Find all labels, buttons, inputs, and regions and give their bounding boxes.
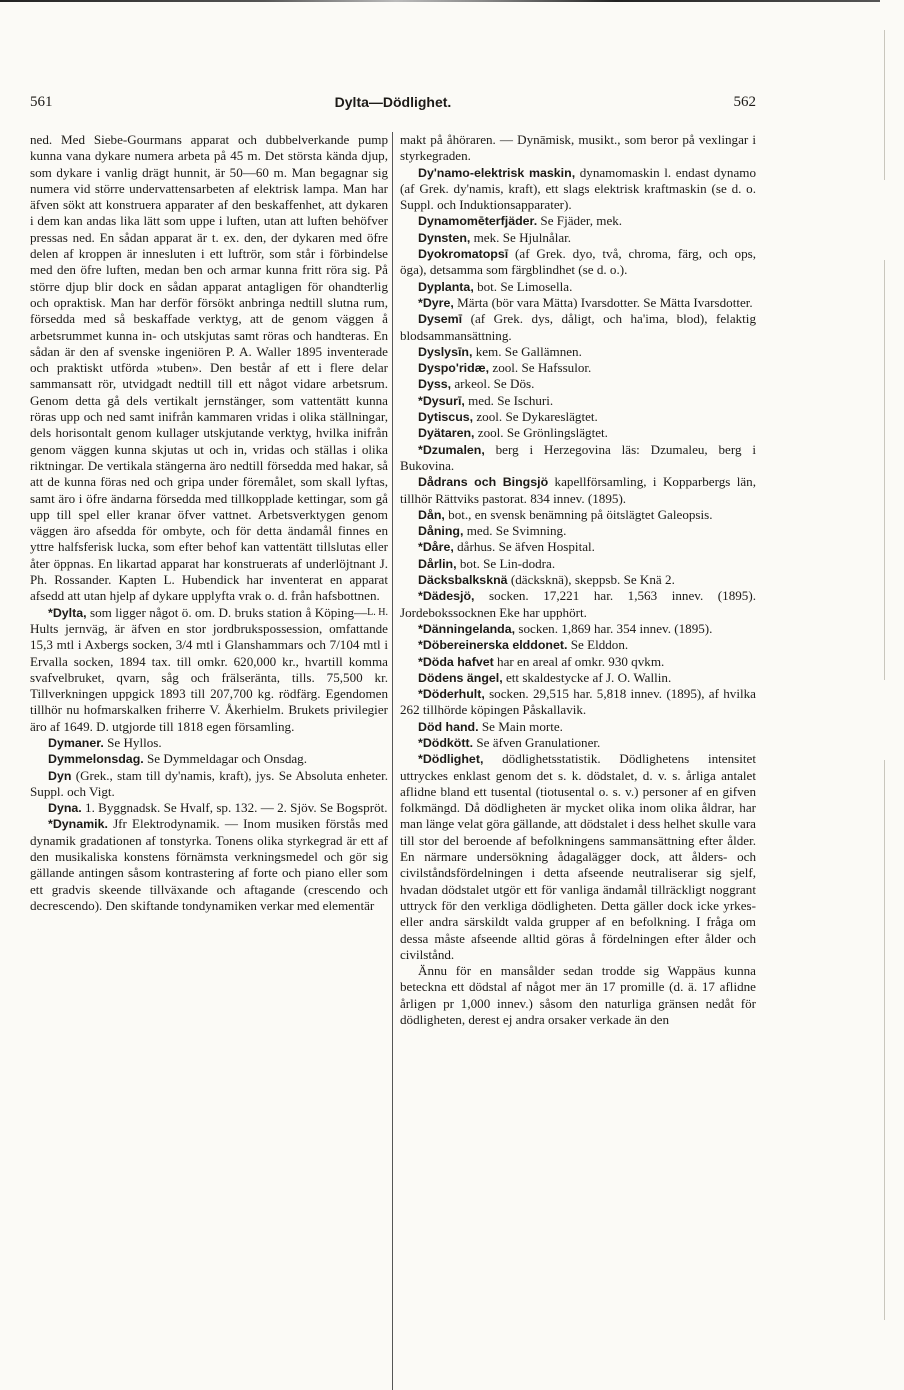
entry-dynamik: *Dynamik. Jfr Elektrodynamik. — Inom musiken förstås med dynamik gradationen af tonstyrka. Tonens olika styrkegrad är ett af den musikaliska konstens förnämsta verkningsmedel och gör sig gällande antingen såsom kontrastering af forte och piano eller som ett gradvis skeende tillväxande och aftagande (crescendo och decrescendo). Den skiftande tondynamiken verkar med elementär bbox=[30, 816, 388, 913]
entry-dodkott: *Dödkött. Se äfven Granulationer. bbox=[418, 734, 601, 750]
entry-dysporidae: Dyspo'ridæ, zool. Se Hafssulor. bbox=[418, 360, 592, 376]
entry-daning: Dåning, med. Se Svimning. bbox=[418, 523, 567, 539]
page-number-right: 562 bbox=[733, 94, 756, 110]
entry-dyataren: Dyätaren, zool. Se Grönlingslägtet. bbox=[418, 425, 608, 441]
headword: Dyätaren, bbox=[418, 426, 475, 441]
headword: *Dåre, bbox=[418, 540, 454, 555]
headword: Dy'namo-elektrisk maskin, bbox=[418, 165, 576, 180]
headword: Dynsten, bbox=[418, 230, 471, 245]
entry-dyn: Dyn (Grek., stam till dy'namis, kraft), jys. Se Absoluta enheter. Suppl. och Vigt. bbox=[30, 767, 389, 799]
headword: Dyslysīn, bbox=[418, 344, 473, 359]
headword: *Döderhult, bbox=[418, 687, 485, 702]
headword: Dysemī bbox=[418, 312, 463, 327]
edge-mark bbox=[884, 260, 885, 680]
entry-dymmelonsdag: Dymmelonsdag. Se Dymmeldagar och Onsdag. bbox=[48, 751, 307, 767]
headword: *Dödkött. bbox=[418, 735, 474, 750]
top-scan-rule bbox=[0, 0, 880, 2]
running-title: Dylta—Dödlighet. bbox=[334, 94, 452, 110]
article-text: Ännu för en mansålder sedan trodde sig Wappäus kunna beteckna ett dödstal af något mer än 17 promille (d. ä. 17 aflidne årligen pr 1,000 innev.) såsom den naturliga gränsen nedåt för dödligheten, derest ej andra orsaker verkade än den bbox=[400, 963, 756, 1028]
right-column bbox=[400, 132, 756, 1028]
headword: Dyss, bbox=[418, 377, 452, 392]
headword: *Dysurī, bbox=[418, 393, 465, 408]
entry-dymaner: Dymaner. Se Hyllos. bbox=[48, 734, 162, 750]
headword: Dådrans och Bingsjö bbox=[418, 475, 549, 490]
headword: Dyplanta, bbox=[418, 279, 474, 294]
entry-dacksbalkskna: Däcksbalksknä (däcksknä), skeppsb. Se Knä 2. bbox=[418, 572, 675, 588]
headword: *Dzumalen, bbox=[418, 442, 485, 457]
entry-doderhult: *Döderhult, socken. 29,515 har. 5,818 innev. (1895), af hvilka 262 tillhörde köpingen Påskallavik. bbox=[400, 686, 756, 718]
headword: *Dyre, bbox=[418, 295, 454, 310]
entry-dzumalen: *Dzumalen, berg i Herzegovina läs: Dzumaleu, berg i Bukovina. bbox=[400, 441, 756, 473]
entry-dysemi: Dysemī (af Grek. dys, dåligt, och ha'ima, blod), felaktig blodsammansättning. bbox=[400, 311, 756, 343]
entry-dynamo-elektrisk-maskin: Dy'namo-elektrisk maskin, dynamomaskin l. endast dynamo (af Grek. dy'namis, kraft), ett slags elektrisk kraftmaskin (se d. o. Suppl. och Induktionsapparater). bbox=[400, 164, 756, 213]
entry-dysuri: *Dysurī, med. Se Ischuri. bbox=[418, 392, 554, 408]
entry-dod-hand: Död hand. Se Main morte. bbox=[418, 718, 563, 734]
headword: Dymmelonsdag. bbox=[48, 752, 144, 767]
entry-dynamometerfjader: Dynamomēterfjäder. Se Fjäder, mek. bbox=[418, 213, 623, 229]
headword: Dynamomēterfjäder. bbox=[418, 214, 538, 229]
entry-dyss: Dyss, arkeol. Se Dös. bbox=[418, 376, 535, 392]
headword: Dyna. bbox=[48, 801, 82, 816]
headword: *Döda hafvet bbox=[418, 654, 494, 669]
headword: Dåning, bbox=[418, 524, 464, 539]
entry-dyplanta: Dyplanta, bot. Se Limosella. bbox=[418, 278, 573, 294]
headword: Däcksbalksknä bbox=[418, 573, 508, 588]
entry-doda-hafvet: *Döda hafvet har en areal af omkr. 930 qvkm. bbox=[418, 653, 665, 669]
headword: Dytiscus, bbox=[418, 410, 474, 425]
entry-darlin: Dårlin, bot. Se Lin-dodra. bbox=[418, 555, 556, 571]
headword: Dyokromatopsī bbox=[418, 247, 509, 262]
entry-dadrans-och-bingsjo: Dådrans och Bingsjö kapellförsamling, i Kopparbergs län, tillhör Rättviks pastorat. 834 innev. (1895). bbox=[400, 474, 756, 506]
entry-danningelanda: *Dänningelanda, socken. 1,869 har. 354 innev. (1895). bbox=[418, 620, 713, 636]
left-column bbox=[30, 132, 388, 914]
edge-mark bbox=[884, 30, 885, 180]
entry-dan: Dån, bot., en svensk benämning på öitslägtet Galeopsis. bbox=[418, 506, 713, 522]
edge-mark bbox=[884, 760, 885, 1320]
headword: Dårlin, bbox=[418, 556, 457, 571]
article-text: makt på åhöraren. — Dynāmisk, musikt., som beror på vexlingar i styrkegraden. bbox=[400, 132, 756, 164]
article-text: ned. Med Siebe-Gourmans apparat och dubbelverkande pump kunna vana dykare numera arbeta på 45 m. Det största kända djup, som dykare i vanlig drägt hunnit, är 50—60 m. Man begagnar sig numera vid större undervattensarbeten af elektrisk lampa. Man har äfven sökt att konstruera apparater af den beskaffenhet, att dykaren i dem kan andas lika lätt som uppe i luften, utan att luften behöfver pressas ned. En sådan apparat är t. ex. den, der dykaren med öfre delen af kroppen är innesluten i ett luftrör, som står i förbindelse med den öfre luften, medan ben och armar kunna fritt röra sig. På större djup blir dock en sådan apparat antagligen för ohandterlig och opraktisk. Man har derför försökt anbringa nedtill slutna rum, försedda med så beskaffade verktyg, att de genom väggen å arbetsrummet kunna in- och utskjutas samt röras och handteras. En sådan är den af svenske ingeniören P. A. Waller 1895 inventerade och praktiskt utförda »tuben». Den består af ett i flere delar sammansatt rör, utvidgadt nedtill till ett något vidare arbetsrum. Genom detta gå dels vertikalt jernstänger, som vattentätt kunna röras upp och ned samt inifrån kammaren vridas i olika ställningar, dels horisontalt genom kullager utskjutande verktyg, hvilka inifrån genom väggen kunna skjutas ut och in, vridas och ställas i olika riktningar. De vertikala stängerna äro nedtill försedda med hakar, så att de kunna föras ned och gripa under föremålet, som skall lyftas, samt äro i öfre ändarna försedda med tillkopplade kettingar, som gå upp till spel eller kranar öfver vattnet. Arbetsverktygen genom väggen äro afsedda för ombyte, och för detta ändamål finnes en yttre halfsferisk lucka, som efter behof kan vattentätt tillslutas eller åter öppnas. En likartad apparat har konstruerats af underlöjtnant J. Ph. Rossander. Kapten L. Hubendick har inventerat en apparat afsedd att utan hjelp af dykare upplyfta vrak o. d. från hafsbottnen. L. H. bbox=[30, 132, 388, 605]
entry-dodlighet: *Dödlighet, dödlighetsstatistik. Dödlighetens intensitet uttryckes enklast genom det s. k. dödstalet, d. v. s. årliga antalet aflidne bland ett tusental (tiotusental o. s. v.) personer af en gifven folkmängd. Då dödligheten är mycket olika inom olika åldrar, har man länge velat göra gällande, att dödstalet i dess helhet skulle vara till stor del beroende af befolkningens sammansättning efter ålder. En närmare undersökning ådagalägger dock, att ålders- och civilståndsfördelningen i detta afseende neutraliserar sig sjelf, hvadan dödstalet utgör ett för vanliga ändamål tillräckligt noggrant uttryck för den verkliga dödligheten. Detta gäller dock icke yrkes- eller andra särskildt valda grupper af en befolkning. I fråga om dessa måste afseende alltid göras å fördelningen efter ålder och civilstånd. bbox=[400, 751, 756, 962]
headword: Dödens ängel, bbox=[418, 670, 503, 685]
entry-dadesjo: *Dädesjö, socken. 17,221 har. 1,563 innev. (1895). Jordebokssocknen Eke har upphört. bbox=[400, 588, 756, 620]
headword: *Dädesjö, bbox=[418, 589, 475, 604]
headword: *Dänningelanda, bbox=[418, 621, 516, 636]
headword: *Dödlighet, bbox=[418, 752, 484, 767]
headword: *Dynamik. bbox=[48, 817, 108, 832]
entry-dylta: *Dylta, som ligger något ö. om. D. bruks station å Köping—Hults jernväg, är äfven en stor jordbrukspossession, omfattande 15,3 mtl i Axbergs socken, 3/4 mtl i Glanshammars och 7/104 mtl i Ervalla socken, 1894 tax. till omkr. 620,000 kr., hvartill komma svafvelbruket, qvarn, såg och frälseränta, tills. 75,500 kr. Tillverkningen uppgick 1893 till 207,700 kg. rödfärg. Egendomen tillhör nu hofmarskalken friherre V. Åkerhielm. Brukets privilegier äro af 1649. D. utgjorde till 1818 egen församling. bbox=[30, 604, 388, 734]
entry-dodens-angel: Dödens ängel, ett skaldestycke af J. O. Wallin. bbox=[418, 669, 672, 685]
headword: *Döbereinerska elddonet. bbox=[418, 638, 568, 653]
headword: *Dylta, bbox=[48, 605, 87, 620]
entry-dobereinerska-elddonet: *Döbereinerska elddonet. Se Elddon. bbox=[418, 637, 629, 653]
author-signature: L. H. bbox=[367, 606, 388, 618]
headword: Dyspo'ridæ, bbox=[418, 361, 490, 376]
headword: Dyn bbox=[48, 768, 72, 783]
page-header bbox=[30, 94, 756, 116]
entry-dyokromatopsi: Dyokromatopsī (af Grek. dyo, två, chroma, färg, och ops, öga), detsamma som färgblindhet (se d. o.). bbox=[400, 246, 756, 278]
entry-dynsten: Dynsten, mek. Se Hjulnålar. bbox=[418, 229, 572, 245]
column-divider bbox=[392, 132, 393, 1390]
headword: Dymaner. bbox=[48, 735, 104, 750]
page-number-left: 561 bbox=[30, 94, 53, 110]
entry-dyna: Dyna. 1. Byggnadsk. Se Hvalf, sp. 132. — 2. Sjöv. Se Bogspröt. bbox=[48, 800, 388, 816]
entry-dytiscus: Dytiscus, zool. Se Dykareslägtet. bbox=[418, 409, 598, 425]
headword: Dån, bbox=[418, 507, 445, 522]
entry-dare: *Dåre, dårhus. Se äfven Hospital. bbox=[418, 539, 595, 555]
entry-dyre: *Dyre, Märta (bör vara Mätta) Ivarsdotter. Se Mätta Ivarsdotter. bbox=[418, 294, 753, 310]
entry-dyslysin: Dyslysīn, kem. Se Gallämnen. bbox=[418, 343, 582, 359]
headword: Död hand. bbox=[418, 719, 479, 734]
